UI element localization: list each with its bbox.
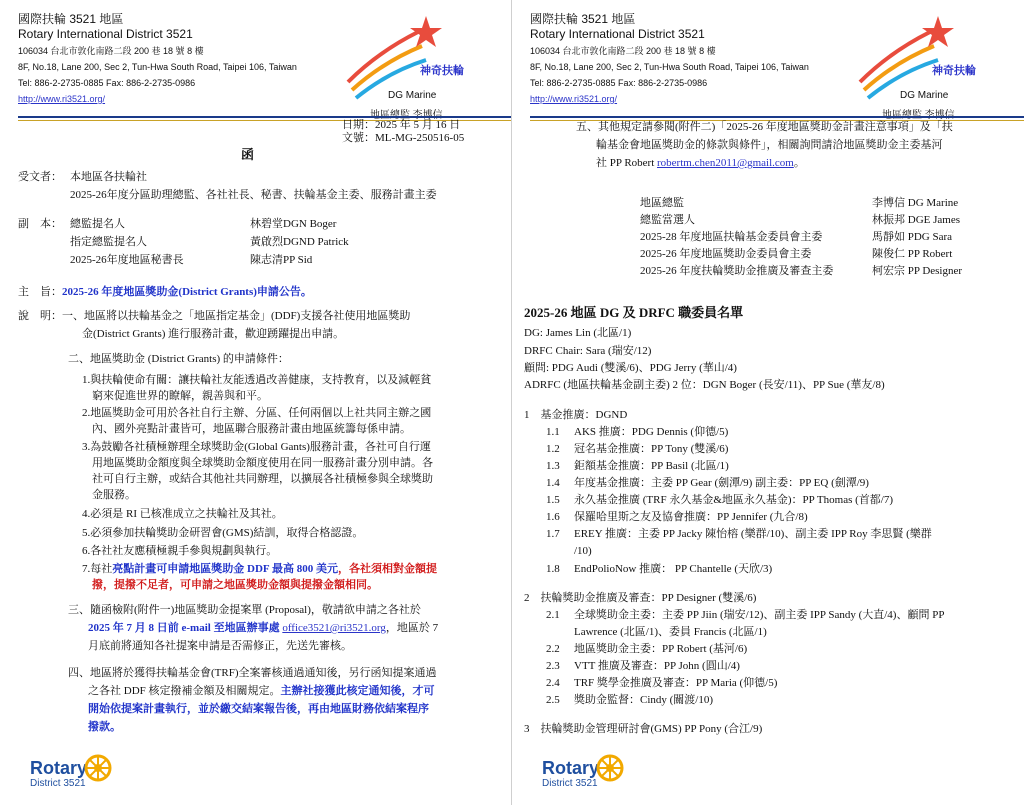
item-1-3: 鉅額基金推廣：PP Basil (北區/1) bbox=[574, 460, 729, 472]
item-2-3: VTT 推廣及審查：PP John (圓山/4) bbox=[574, 660, 740, 672]
item-1-7-no: 1.7 bbox=[546, 528, 560, 540]
recipient-label: 受文者： bbox=[18, 171, 62, 183]
letter-type: 函 bbox=[241, 147, 255, 162]
org-name-zh: 國際扶輪 3521 地區 bbox=[18, 12, 124, 26]
item-1-6-no: 1.6 bbox=[546, 511, 560, 523]
date: 日期：2025 年 5 月 16 日 bbox=[342, 119, 461, 131]
item-1-2: 冠名基金推廣：PP Tony (雙溪/6) bbox=[574, 443, 729, 455]
rotary-wordmark: Rotary bbox=[542, 758, 600, 778]
sign-role-1: 地區總監 bbox=[640, 197, 684, 209]
para-3b bbox=[88, 621, 438, 635]
website-link[interactable]: http://www.ri3521.org/ bbox=[530, 94, 618, 104]
cond-1a: 1.與扶輪使命有關：讓扶輪社友能透過改善健康，支持教育，以及減輕貧 bbox=[82, 374, 432, 386]
cond-7-red-1: ，各社須相對金額提 bbox=[337, 563, 437, 575]
cond-3a: 3.為鼓勵各社積極辦理全球獎助金(Global Gants)服務計畫，各社可自行運 bbox=[82, 441, 431, 453]
para-4b-highlight: 主辦社接獲此核定通知後，才可 bbox=[280, 685, 435, 697]
item-1-5-no: 1.5 bbox=[546, 494, 560, 506]
rotary-footer-logo bbox=[30, 758, 88, 789]
para-5a: 五、其他規定請參閱(附件二)「2025-26 年度地區獎助金計畫注意事項」及「扶 bbox=[576, 121, 953, 133]
org-name-zh: 國際扶輪 3521 地區 bbox=[530, 12, 636, 26]
item-2-1a: 全球獎助金主委：主委 PP Jiin (瑞安/12)、副主委 IPP Sandy (大直/4)、顧問 PP bbox=[574, 609, 945, 621]
para-3a: 三、隨函檢附(附件一)地區獎助金提案單 (Proposal)，敬請欲申請之各社於 bbox=[68, 604, 421, 616]
robert-email-link[interactable]: robertm.chen2011@gmail.com bbox=[657, 157, 794, 169]
header-rule bbox=[530, 116, 1024, 118]
item-1-7b: /10) bbox=[574, 545, 592, 557]
item-2-4: TRF 獎學金推廣及審查：PP Maria (仰德/5) bbox=[574, 677, 778, 689]
address-zh: 106034 台北市敦化南路二段 200 巷 18 號 8 樓 bbox=[18, 46, 204, 56]
para-5c-tail: 。 bbox=[793, 157, 805, 169]
section-3: 3 扶輪獎助金管理研討會(GMS) PP Pony (合江/9) bbox=[524, 723, 763, 735]
item-1-4-no: 1.4 bbox=[546, 477, 560, 489]
logo-text: 神奇扶輪 bbox=[420, 64, 464, 77]
cond-2b: 內、國外亮點計畫皆可，地區聯合服務計畫由地區統籌每係申請。 bbox=[92, 423, 411, 435]
deadline: 2025 年 7 月 8 日前 e-mail 至地區辦事處 bbox=[88, 622, 280, 634]
dg-line: DG: James Lin (北區/1) bbox=[524, 327, 632, 339]
item-2-1-no: 2.1 bbox=[546, 609, 560, 621]
explain-label: 說 明： bbox=[18, 310, 62, 322]
cond-3d: 金服務。 bbox=[92, 489, 136, 501]
dg-marine: DG Marine bbox=[388, 90, 437, 101]
cond-7a bbox=[82, 562, 437, 576]
item-2-5-no: 2.5 bbox=[546, 694, 560, 706]
item-2-4-no: 2.4 bbox=[546, 677, 560, 689]
item-2-2-no: 2.2 bbox=[546, 643, 560, 655]
address-en: 8F, No.18, Lane 200, Sec 2, Tun-Hwa South Road, Taipei 106, Taiwan bbox=[530, 62, 809, 72]
para-3b-tail: ，地區於 7 bbox=[385, 622, 439, 634]
cond-4: 4.必須是 RI 已核准成立之扶輪社及其社。 bbox=[82, 508, 283, 520]
rotary-wordmark: Rotary bbox=[30, 758, 88, 778]
committee-title: 2025-26 地區 DG 及 DRFC 職委員名單 bbox=[524, 305, 744, 320]
para-5c-pre: 社 PP Robert bbox=[596, 157, 658, 169]
logo-text: 神奇扶輪 bbox=[932, 64, 976, 77]
subject: 2025-26 年度地區獎助金(District Grants)申請公告。 bbox=[62, 286, 312, 298]
item-1-6: 保羅哈里斯之友及協會推廣：PP Jennifer (九合/8) bbox=[574, 511, 808, 523]
sign-name-4: 陳俊仁 PP Robert bbox=[872, 248, 953, 260]
item-1-1: AKS 推廣：PDG Dennis (仰德/5) bbox=[574, 426, 729, 438]
section-1: 1 基金推廣：DGND bbox=[524, 409, 628, 421]
district-label: District 3521 bbox=[30, 778, 86, 789]
address-en: 8F, No.18, Lane 200, Sec 2, Tun-Hwa South Road, Taipei 106, Taiwan bbox=[18, 62, 297, 72]
recipient-2: 2025-26年度分區助理總監、各社社長、秘書、扶輪基金主委、服務計畫主委 bbox=[70, 189, 437, 201]
sign-role-3: 2025-28 年度地區扶輪基金委員會主委 bbox=[640, 231, 823, 243]
sign-role-4: 2025-26 年度地區獎助金委員會主委 bbox=[640, 248, 812, 260]
para-3c: 月底前將通知各社提案申請是否需修正，先送先審核。 bbox=[88, 640, 352, 652]
para-1a: 一、地區將以扶輪基金之「地區指定基金」(DDF)支援各社使用地區獎助 bbox=[62, 310, 411, 322]
cc-name-3: 陳志清PP Sid bbox=[250, 254, 313, 266]
para-5b: 輪基金會地區獎助金的條款與條件」，相關詢問請洽地區獎助金主委基河 bbox=[596, 139, 943, 151]
adrfc-line: ADRFC (地區扶輪基金副主委) 2 位：DGN Boger (長安/11)、PP Sue (華友/8) bbox=[524, 379, 885, 391]
item-1-5: 永久基金推廣 (TRF 永久基金&地區永久基金)：PP Thomas (首都/7) bbox=[574, 494, 894, 506]
item-1-2-no: 1.2 bbox=[546, 443, 560, 455]
cond-7-highlight: 亮點計畫可申請地區獎助金 DDF 最高 800 美元 bbox=[112, 563, 338, 575]
item-1-3-no: 1.3 bbox=[546, 460, 560, 472]
para-4d: 撥款。 bbox=[88, 721, 121, 733]
item-1-7a: EREY 推廣：主委 PP Jacky 陳怡榕 (樂群/10)、副主委 IPP Roy 李思賢 (樂群 bbox=[574, 528, 932, 540]
subject-label: 主 旨： bbox=[18, 286, 62, 298]
cond-6: 6.各社社友應積極親手參與規劃與執行。 bbox=[82, 545, 278, 557]
doc-number: 文號：ML-MG-250516-05 bbox=[342, 132, 465, 144]
item-2-2: 地區獎助金主委：PP Robert (基河/6) bbox=[574, 643, 748, 655]
tel-fax: Tel: 886-2-2735-0885 Fax: 886-2-2735-0986 bbox=[530, 78, 708, 88]
para-4a: 四、地區將於獲得扶輪基金會(TRF)全案審核通過通知後，另行函知提案通過 bbox=[68, 667, 437, 679]
item-1-1-no: 1.1 bbox=[546, 426, 560, 438]
cond-3b: 用地區獎助金額度與全球獎助金額度使用在同一服務計畫分別申請。各 bbox=[92, 457, 433, 469]
rotary-footer-logo bbox=[542, 758, 600, 789]
dg-marine: DG Marine bbox=[900, 90, 949, 101]
cond-2a: 2.地區獎助金可用於各社自行主辦、分區、任何兩個以上社共同主辦之國 bbox=[82, 407, 432, 419]
sign-role-2: 總監當選人 bbox=[640, 214, 695, 226]
cond-1b: 窮來促進世界的瞭解，親善與和平。 bbox=[92, 390, 268, 402]
cond-3c: 社可自行主辦，或結合其他社共同辦理，以擴展各社積極參與全球獎助 bbox=[92, 473, 433, 485]
recipient-1: 本地區各扶輪社 bbox=[70, 171, 147, 183]
office-email-link[interactable]: office3521@ri3521.org bbox=[282, 622, 386, 634]
item-2-3-no: 2.3 bbox=[546, 660, 560, 672]
dg-name bbox=[882, 106, 955, 121]
para-5c bbox=[596, 156, 805, 170]
para-4c: 開始依提案計畫執行，並於繳交結案報告後，再由地區財務依結案程序 bbox=[88, 703, 429, 715]
cond-7-red-2: 撥，提撥不足者，可申請之地區獎助金額與提撥金額相同。 bbox=[92, 579, 378, 591]
cc-role-2: 指定總監提名人 bbox=[70, 236, 147, 248]
sign-name-2: 林振邦 DGE James bbox=[872, 214, 960, 226]
item-2-5: 獎助金監督：Cindy (關渡/10) bbox=[574, 694, 714, 706]
cc-label: 副 本： bbox=[18, 218, 62, 230]
para-2: 二、地區獎助金 (District Grants) 的申請條件： bbox=[68, 353, 289, 365]
section-2: 2 扶輪獎助金推廣及審查：PP Designer (雙溪/6) bbox=[524, 592, 757, 604]
org-name-en: Rotary International District 3521 bbox=[18, 27, 193, 41]
item-1-4: 年度基金推廣：主委 PP Gear (劍潭/9) 副主委：PP EQ (劍潭/9) bbox=[574, 477, 869, 489]
para-1b: 金(District Grants) 進行服務計畫，歡迎踴躍提出申請。 bbox=[82, 328, 345, 340]
org-name-en: Rotary International District 3521 bbox=[530, 27, 705, 41]
tel-fax: Tel: 886-2-2735-0885 Fax: 886-2-2735-0986 bbox=[18, 78, 196, 88]
sign-name-3: 馬靜如 PDG Sara bbox=[872, 231, 953, 243]
sign-name-5: 柯宏宗 PP Designer bbox=[872, 265, 963, 277]
advisor-line: 顧問: PDG Audi (雙溪/6)、PDG Jerry (華山/4) bbox=[524, 362, 737, 374]
item-1-8-no: 1.8 bbox=[546, 563, 560, 575]
rotary-wheel-icon bbox=[84, 754, 112, 782]
cc-name-1: 林碧堂DGN Boger bbox=[250, 218, 337, 230]
right-page bbox=[512, 0, 1024, 805]
cc-role-3: 2025-26年度地區秘書長 bbox=[70, 254, 184, 266]
item-1-8: EndPolioNow 推廣： PP Chantelle (天欣/3) bbox=[574, 563, 773, 575]
cond-7-pre: 7.每社 bbox=[82, 563, 113, 575]
cc-role-1: 總監提名人 bbox=[70, 218, 125, 230]
district-label: District 3521 bbox=[542, 778, 598, 789]
website-link[interactable]: http://www.ri3521.org/ bbox=[18, 94, 106, 104]
para-4b bbox=[88, 684, 435, 698]
sign-name-1: 李博信 DG Marine bbox=[872, 197, 959, 209]
item-2-1b: Lawrence (北區/1)、委員 Francis (北區/1) bbox=[574, 626, 767, 638]
cond-5: 5.必須參加扶輪獎助金研習會(GMS)結訓，取得合格認證。 bbox=[82, 527, 364, 539]
address-zh: 106034 台北市敦化南路二段 200 巷 18 號 8 樓 bbox=[530, 46, 716, 56]
sign-role-5: 2025-26 年度扶輪獎助金推廣及審查主委 bbox=[640, 265, 834, 277]
drfc-line: DRFC Chair: Sara (瑞安/12) bbox=[524, 345, 652, 357]
rotary-wheel-icon bbox=[596, 754, 624, 782]
cc-name-2: 黃啟烈DGND Patrick bbox=[250, 236, 349, 248]
para-4b-pre: 之各社 DDF 核定撥補金額及相關規定。 bbox=[88, 685, 281, 697]
